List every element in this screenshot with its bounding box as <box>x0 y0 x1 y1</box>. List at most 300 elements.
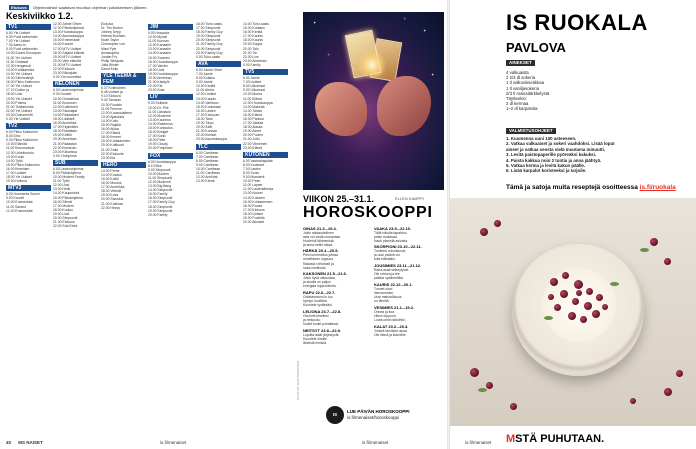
listing-line: 12.00 Urheiluruutu <box>6 150 34 155</box>
listing-line: 18.00 Kuuluu <box>53 207 73 212</box>
listing-line: 22.00 Heavy <box>101 205 121 210</box>
listing-line: 17.10 Doktor ja <box>6 88 29 93</box>
page-title: Keskiviikko 1.2. <box>6 11 74 21</box>
listing-line: 15.00 Kokki <box>101 177 119 181</box>
listing-line: 6.00 Huutokauppa <box>148 159 176 164</box>
listing-line: 19.00 Puolella <box>243 216 265 221</box>
leaf <box>610 282 619 286</box>
listing-line: 6.00 Huomenta Suomi <box>6 192 40 197</box>
listing-line: 10.00 Mynät <box>148 35 167 40</box>
listing-line: 6.00 Yle Uutiset <box>6 31 30 35</box>
listing-line: 15.00 Päiväohjelma <box>53 195 83 200</box>
ingredient-item: 1 tl vaniljasokeria <box>506 85 539 91</box>
listing-line: 20.00 Aikuiset <box>243 220 265 225</box>
recipe-tip <box>506 184 692 192</box>
listing-line: 10.00 Peter <box>243 179 261 184</box>
listing-line: 17.00 Vahdin <box>148 63 168 68</box>
listing-line: 11.00 Perinne <box>101 106 122 111</box>
channel-heading: LIV <box>148 94 193 100</box>
listing-line: 16.00 Parkour <box>243 116 265 121</box>
listing-line: 14.00 Tuho-sastu <box>243 22 270 26</box>
listing-line: 16.00 Kenttä <box>243 30 263 35</box>
listing-line: 11.00 Kuutosen <box>53 100 77 105</box>
listing-line: 20.00 Pohjoinen <box>148 146 173 151</box>
channel-heading: HERO <box>101 162 146 168</box>
listing-line: 15.00 Pikku Kakkonen <box>6 162 40 167</box>
horoscope-text: luota intuitioosi. <box>303 265 327 270</box>
listing-line: 16.00 Kauniit <box>53 42 73 47</box>
cranberry <box>586 288 593 295</box>
listing-line: 13.00 Ajatuksia <box>101 114 124 119</box>
listing-line: 22.00 Elokuvat <box>101 151 124 156</box>
listing-line: 13.00 Kauneus <box>148 117 171 122</box>
cranberry <box>480 228 488 236</box>
listing-line: 10.00 Murha <box>243 92 263 97</box>
listing-line: 22.00 Fat <box>148 84 163 89</box>
listing-line: 14.00 Asuntokauppa <box>53 34 84 39</box>
listing-line: 11.00 Carribean <box>196 171 221 175</box>
listing-line: 13.00 Koulu <box>6 154 25 159</box>
section-tag: Etukuva <box>11 5 27 10</box>
listing-line: 18.00 Peter <box>148 138 166 143</box>
listing-line: 13.00 Kärnä <box>196 179 215 184</box>
channel-heading: TLC <box>196 144 241 150</box>
listing-line: 13.00 Hetki <box>53 187 71 192</box>
listing-line: 9.00 Monsterit <box>243 175 265 180</box>
listing-line: 0.00 Yle Uutiset <box>6 116 30 121</box>
listing-line: 20.00 Simpsonit <box>53 216 78 221</box>
ingredient-item: 2 dl kermaa <box>506 101 529 107</box>
cranberry <box>664 258 671 265</box>
star-icon: ✦ <box>431 72 435 77</box>
listing-line: 14.00 Kuvaus <box>101 172 122 177</box>
listing-line: 22.00 Elokuva <box>53 67 75 72</box>
listing-line: 9.00 Pikku Kakkonen <box>6 138 38 143</box>
listing-line: 15.00 Kohtaaminen <box>243 199 273 204</box>
horoscope-text: läheisiä ihmisiä. <box>303 340 327 345</box>
listing-line: 19.00 Kova <box>101 193 119 198</box>
listing-line: 20.00 Sisustus <box>101 197 124 202</box>
listing-line: Christopher Lee <box>101 42 126 47</box>
listing-line: 12.00 Modernit <box>148 180 171 184</box>
listing-line: 12.00 Emmerdale <box>6 208 33 213</box>
listing-line: 6.30 Puoli seitsemän <box>6 35 38 40</box>
listing-line: 12.00 Kanaalin <box>148 43 171 48</box>
listing-line: 17.00 Sonic <box>148 134 166 139</box>
listing-line: 18.00 Rantatalo <box>53 129 77 134</box>
listing-line: 18.00 Alaska <box>243 125 263 130</box>
listing-line: 15.00 Kuntoutus <box>148 125 173 130</box>
listing-line: 6.00 Kuutoset <box>243 162 264 167</box>
listing-line: 17.00 Kirjaintieto <box>53 125 79 130</box>
cranberry <box>596 294 603 301</box>
listing-line: 11.00 Lapset <box>243 183 263 188</box>
cranberry <box>560 290 568 298</box>
listing-line: 19.00 Simpsonit <box>196 34 221 39</box>
listing-line: 17.00 Modern <box>53 203 74 208</box>
cranberry <box>554 304 561 311</box>
star-icon: ✦ <box>423 28 427 33</box>
listing-line: 9.00 Huuset <box>53 92 72 97</box>
horoscope-text: itsevarmaksi. <box>374 290 394 295</box>
listing-line: 8.10 Bee <box>148 163 162 168</box>
listing-line: 20.00 Äidit <box>196 125 213 130</box>
listing-line: 16.00 Aikaa <box>101 127 119 132</box>
listing-line: 23.00 Sota <box>148 88 165 93</box>
listing-line: 18.00 Uutiset <box>243 211 263 216</box>
header-tagline: Ohjelmatiedot saattavat muuttua ohjelman julkaisemisen jälkeen. <box>32 5 148 10</box>
listing-line: 0.00 Tuho-sastu <box>196 54 221 59</box>
listing-line: 18.00 Virkeät <box>101 189 121 194</box>
site-link-middle[interactable]: is.fi/menaiset <box>362 440 389 445</box>
listing-line: 7.00 Yle Uutiset <box>6 39 30 44</box>
horoscope-text: Tunteesi voimistuvat, <box>374 249 406 254</box>
channel-heading: NELONEN <box>53 81 98 87</box>
listing-line: 18.00 Simpsonit <box>148 204 173 209</box>
listing-line: 10.00 Kenttä <box>196 84 216 89</box>
listing-line: 19.00 Täysi <box>196 121 214 126</box>
listing-line: 11.00 Tyttö <box>53 179 70 184</box>
listing-line: 10.00 Elämää <box>6 142 27 147</box>
method-heading: VALMISTUSOHJEET <box>506 128 556 134</box>
brand-slogan <box>506 430 656 448</box>
listing-line: 16.00 Tuho-sastu <box>196 22 223 26</box>
listing-line: 9.00 Ulkomaat <box>243 88 265 93</box>
tip-link[interactable]: is.fi/ruokala <box>639 184 676 191</box>
listing-line: 12.00 Hengessä <box>6 63 31 68</box>
cranberry <box>548 294 554 300</box>
listing-line: 16.00 Huutokauppa <box>148 59 178 64</box>
listing-line: 21.00 Sofia <box>101 147 119 152</box>
listing-line: 8.00 Kotiasu <box>196 76 215 81</box>
listing-line: 13.00 Sisustajat <box>53 108 78 113</box>
listing-line: 21.00 Käsityöt <box>148 80 170 85</box>
listing-line: 23.00 Dokumentti <box>6 112 33 117</box>
horoscope-text: Jokin rakkaudellinen <box>303 230 334 235</box>
listing-line: 16.00 Simpsonit <box>148 196 173 201</box>
listing-line: 19.00 Cloudy <box>148 142 168 147</box>
leaf <box>478 388 487 392</box>
listing-line: 12.00 Undine <box>196 92 217 97</box>
listing-line: 9.00 Hospoda <box>148 31 170 35</box>
zodiac-sign: HÄRKÄ 20.4.–20.5. <box>303 248 339 254</box>
zodiac-sign: VESIMIES 21.1.–19.2. <box>374 304 415 310</box>
site-link-left[interactable]: is.fi/menaiset <box>160 440 187 445</box>
listing-line: 9.00 Kauniit <box>6 196 24 201</box>
listing-line: 16.00 Amerikka <box>53 121 77 126</box>
listing-line: 13.00 Nuoret <box>243 191 263 196</box>
listing-line: 6.37 Kotimainen <box>101 86 126 91</box>
listing-line: 17.00 MTV Uutiset <box>53 46 82 51</box>
cranberry <box>562 272 569 279</box>
horoscope-text: Ystävä tarvitsee apua. <box>374 328 408 333</box>
listing-line: 19.00 Soppa <box>243 42 263 47</box>
magazine-name: MS NAISET <box>18 440 43 445</box>
horoscope-text: Lopulta asiat järjestyvät. <box>303 332 340 337</box>
horoscope-text: tulla elämääsi. <box>374 257 396 262</box>
listing-line: 21.00 Kunnan <box>196 129 218 134</box>
listing-line: 6.00 Jamie <box>243 76 260 81</box>
listing-line: 18.00 Talot <box>196 116 213 121</box>
listing-line: 17.00 Elokuva <box>243 207 265 212</box>
channel-heading: MTV3 <box>6 185 51 191</box>
listing-line: 15.00 Rajalla <box>101 122 121 127</box>
listing-line: 19.00 Yle Uutiset <box>6 96 32 101</box>
listing-line: 11.00 Salatut <box>6 204 26 209</box>
listing-line: 19.00 Uusi <box>53 211 70 216</box>
zodiac-sign: OINAS 21.3.–19.4. <box>303 225 337 231</box>
horoscope-text: on lähellä. <box>374 299 390 304</box>
listing-line: David Kelly <box>101 67 118 72</box>
star-icon: ✦ <box>313 20 317 25</box>
horoscope-text: Kuuntele sydäntäsi. <box>303 303 333 308</box>
listing-line: 16.00 Lasten <box>196 108 216 113</box>
listing-line: 10.00 Modern Family <box>53 175 85 180</box>
listing-line: 15.00 Lääkärit <box>53 116 75 121</box>
listing-line: 18.00 Uusi <box>148 67 165 72</box>
ingredient-item: 1–2 dl karpaloita <box>506 106 538 112</box>
listing-line: 21.00 Tie <box>243 50 257 55</box>
cranberry <box>664 388 672 396</box>
horoscope-text: Ole läsnä ja kuuntele. <box>374 332 407 337</box>
listing-line: 20.00 Family <box>148 212 168 217</box>
ingredient-item: 2/3 tl maissitärkkelystä <box>506 90 550 96</box>
listing-line: 0.00 Yön kuuntelut <box>53 75 82 80</box>
zodiac-sign: KAURIS 22.12.–20.1. <box>374 281 413 287</box>
listing-line: 12.00 Uusi <box>53 183 70 188</box>
listing-line: 23.00 Ilta <box>101 155 115 160</box>
listing-column <box>101 22 146 436</box>
ingredient-item: 1 tl valkoviinietikkaa <box>506 80 544 86</box>
listing-line: 0.00 Family <box>243 62 261 67</box>
horoscope-author: ELLEN KAMPPI <box>395 196 424 201</box>
method-step: 2. Vatkaa valkuaiset ja sokeri vaahdoksi. Lisää loput <box>506 141 615 147</box>
channel-heading: JIM <box>148 24 193 30</box>
ingredient-item: 4 valkuaista <box>506 70 529 75</box>
listing-line: Dr. Tim Burton <box>101 26 123 31</box>
listing-line: 17.00 Kaunis <box>243 34 263 39</box>
recipe-title: PAVLOVA <box>506 40 566 55</box>
site-link-right[interactable]: is.fi/menaiset <box>465 440 492 445</box>
listing-line: 23.00 Elämä <box>243 145 263 150</box>
listing-line: 20.00 Vain elämää <box>53 58 82 63</box>
cranberry <box>676 370 683 377</box>
listing-line: 21.00 Family Guy <box>196 42 223 47</box>
listing-column <box>243 22 288 436</box>
listing-line: 21.00 Elokuva <box>53 220 75 225</box>
listing-line: 23.00 Family Guy <box>196 50 223 55</box>
channel-heading: YLE TEEMA & FEM <box>101 73 146 85</box>
horoscope-text: Ota hetki itsellesi <box>303 313 329 318</box>
listing-line: 22.00 Sub Extra <box>53 224 78 229</box>
listing-line: 16.00 Ruoka <box>243 203 263 208</box>
listing-line: 9.10 Elokuva <box>101 94 121 99</box>
listing-line: 13.00 Makeda <box>243 104 265 109</box>
listing-line: 19.00 Kohtaaminen <box>101 139 131 144</box>
page-header <box>6 5 148 10</box>
horoscope-text: asia voi viedä mukanaan. <box>303 234 342 239</box>
listing-line: 14.00 Rakennus <box>148 121 173 126</box>
zodiac-sign: VAAKA 23.9.–22.10. <box>374 225 412 231</box>
listing-line: 12.00 Huutokauppa <box>243 100 273 105</box>
listing-line: 17.00 Yle Uutiset <box>6 84 32 89</box>
listing-line: 23.00 Rikosjuttu <box>53 71 78 76</box>
listing-line: 12.30 Päiväohjelmat <box>53 26 84 31</box>
listing-line: 12.00 Lastenlähetys <box>243 187 274 192</box>
zodiac-sign: LEIJONA 23.7.–22.8. <box>303 308 342 314</box>
horoscope-text: viikon loppuun. <box>374 313 397 318</box>
is-logo: IS <box>326 406 344 424</box>
listing-line: 19.00 MTV Uutiset <box>53 54 82 59</box>
page-number: 40 <box>6 440 12 445</box>
listing-line: Johnny Depp <box>101 30 121 35</box>
horoscope-text: Huolehdi lähimmistä, <box>303 238 335 243</box>
listing-line: 21.00 MTV Uutiset <box>53 62 82 67</box>
listing-line: 17.00 Amerikka <box>101 185 125 190</box>
horoscope-text: Uudet tuulet puhaltavat. <box>303 322 339 326</box>
listing-line: 14.00 Rakastaen <box>53 112 79 117</box>
listing-line: 19.00 Hulluna <box>6 179 27 184</box>
listing-line: 15.00 Suomen <box>148 55 171 60</box>
listing-line: 22.00 Viimeinen <box>243 141 268 146</box>
horoscope-text: ja uusi ystävä voi <box>374 253 400 258</box>
listing-line: 13.00 Kohtaamisia <box>6 67 35 72</box>
listing-line: 15.00 Kohtaus <box>243 26 265 31</box>
listing-line: 16.00 Bridget <box>148 130 169 135</box>
channel-heading: TV2 <box>6 123 51 129</box>
horoscope-text: onnelliseen loppuun. <box>303 257 335 262</box>
horoscope-text: ja rentoudu. <box>303 317 321 322</box>
cranberry <box>602 304 608 310</box>
horoscope-text: Odottamaton ilo tuo <box>303 295 333 300</box>
listing-line: 18.00 Family Guy <box>196 30 223 35</box>
listing-line: 10.00 Modern <box>148 171 169 176</box>
listing-line: 21.00 Rakastan <box>53 141 77 146</box>
listing-line: 10.00 Carribean <box>196 166 221 171</box>
listing-line: 22.00 Ihmiset <box>196 133 217 138</box>
listing-line: 9.00 Puoli seitsemän <box>6 47 38 52</box>
listing-line: Jordan Fry <box>101 54 118 59</box>
zodiac-sign: SKORPIONI 23.10.–22.11. <box>374 244 422 250</box>
cranberry <box>580 316 587 323</box>
cranberry <box>470 368 479 377</box>
listing-line: 22.00 Yle Uutiset <box>6 108 32 113</box>
listing-line: 23.00 Amerikan <box>243 58 267 63</box>
listing-line: 12.00 Kotitreenit <box>53 104 78 109</box>
listing-line: 15.00 Kuninkaat <box>196 104 221 109</box>
listing-line: 13.00 Kanaalin <box>148 47 171 52</box>
listing-line: 21.00 Juttu <box>243 137 260 142</box>
horoscope-text: Rakasta rohkeasti ja <box>303 261 334 266</box>
method-step: 1. Kuumenna uuni 100 asteeseen. <box>506 136 577 141</box>
listing-column <box>53 22 98 436</box>
brand-m: M <box>506 433 516 445</box>
listing-line: 10.00 Dr. Phil <box>148 105 169 110</box>
listing-line: 11.00 Kunnan <box>148 39 169 44</box>
leaf <box>544 316 553 320</box>
zodiac-sign: RAPU 22.6.–22.7. <box>303 290 336 296</box>
listing-line: Noah Taylor <box>101 38 120 43</box>
listing-line: 19.00 Aseet <box>243 129 261 134</box>
listing-line: 6.00 Vastustuspalat <box>243 158 273 163</box>
channel-heading: AVA <box>196 61 241 67</box>
listing-line: 20.00 Kulttuurit <box>101 143 124 148</box>
listing-line: 15.00 Silminnäkijä <box>6 76 34 81</box>
listing-line: Elokuva <box>101 22 114 26</box>
listing-line: 14.00 Kaupunkini <box>53 191 80 196</box>
horoscope-text: energiaa loppuviikolla. <box>303 284 337 289</box>
method-step: 4. Paista kakkua noin 2 tuntia ja anna jäähtyä. <box>506 157 602 163</box>
listing-line: 7.00 Lasten <box>243 166 261 171</box>
horoscope-text: Jokin hyvä vakuuttaa, <box>303 276 336 281</box>
listing-line: 16.00 Pikku Kakkonen <box>6 80 40 85</box>
horoscope-illustration <box>303 12 444 190</box>
listing-line: 11.00 Ateria <box>196 88 214 93</box>
cranberry <box>572 298 579 305</box>
recipe-section-title: IS RUOKALA <box>506 10 648 35</box>
horoscope-text: Ole rohkea ja tee <box>374 272 400 277</box>
listing-line: 11.00 Yle Uutiset <box>6 55 32 60</box>
star-icon: ✧ <box>403 16 407 21</box>
listing-line: 14.00 Simpsonit <box>148 188 173 193</box>
listing-line: 15.00 Emmerdale <box>53 38 80 43</box>
channel-heading: FOX <box>148 153 193 159</box>
promo-line: LUE PÄIVÄN HOROSKOOPPI <box>347 409 410 414</box>
channel-heading: SUB <box>53 160 98 166</box>
channel-heading: TV1 <box>6 24 51 30</box>
cranberry <box>568 312 576 320</box>
listing-line: 7.00 Uutiset <box>243 80 262 85</box>
horoscope-text: Tunnet olosi <box>374 286 393 291</box>
cranberry <box>630 398 636 404</box>
listing-line: Annasophia <box>101 50 119 55</box>
cranberry <box>584 302 592 310</box>
horoscope-text: ja sinulla on paljon <box>303 280 331 285</box>
zodiac-sign: KALAT 20.2.–20.3. <box>374 323 409 329</box>
listing-line: 7.30 Aamu-tv <box>6 43 26 48</box>
horoscope-text: Raha-asiat selkeytyvät. <box>374 268 410 273</box>
cranberry <box>574 280 583 289</box>
listing-line: 16.00 Silmät <box>53 199 72 204</box>
horoscope-text: Onnea ja iloa <box>374 309 394 314</box>
ingredient-item: 2 2/3 dl sokeria <box>506 75 536 81</box>
listing-line: 18.00 Yle Uutiset <box>6 175 32 180</box>
listing-line: 23.00 Asuntokauppa <box>196 137 227 142</box>
listing-line: 21.00 Tositarinoita <box>6 104 34 109</box>
listing-line: 12.00 Modernit <box>148 113 171 118</box>
listing-line: 16.00 Ihmeiden <box>6 166 30 171</box>
method-step: 6. Lisää karpalot koristeeksi ja tarjoile. <box>506 168 587 174</box>
horoscope-column <box>303 224 371 404</box>
listing-line: 19.00 Huutokauppa <box>148 71 178 76</box>
method-step: 5. Vatkaa kerma ja levitä kakun päälle. <box>506 163 586 169</box>
ingredients-heading: AINEKSET <box>506 60 535 66</box>
cranberry <box>576 290 582 296</box>
promo-link[interactable]: is.fi/menaiset/horoskooppi <box>347 414 400 420</box>
listing-line: 10.00 Emmerdale <box>6 200 33 205</box>
listing-line: 19.00 Keittiö <box>53 133 72 138</box>
listing-line: 20.00 Talo <box>243 46 259 51</box>
listing-line: 11.00 Läsnäolo <box>148 109 171 114</box>
method-steps <box>506 136 692 174</box>
listing-line: 12.00 Kuvaustaiteen <box>101 110 132 115</box>
listing-line: 13.00 Perhe <box>101 168 120 173</box>
zodiac-sign: KAKSONEN 21.5.–21.6. <box>303 271 348 277</box>
horoscope-promo[interactable] <box>347 409 410 420</box>
horoscope-text: ja anna heille aikaa. <box>303 242 333 247</box>
horoscope-text: jotain mukavaa. <box>374 234 398 239</box>
listing-line: 16.00 Muutos <box>101 181 122 186</box>
